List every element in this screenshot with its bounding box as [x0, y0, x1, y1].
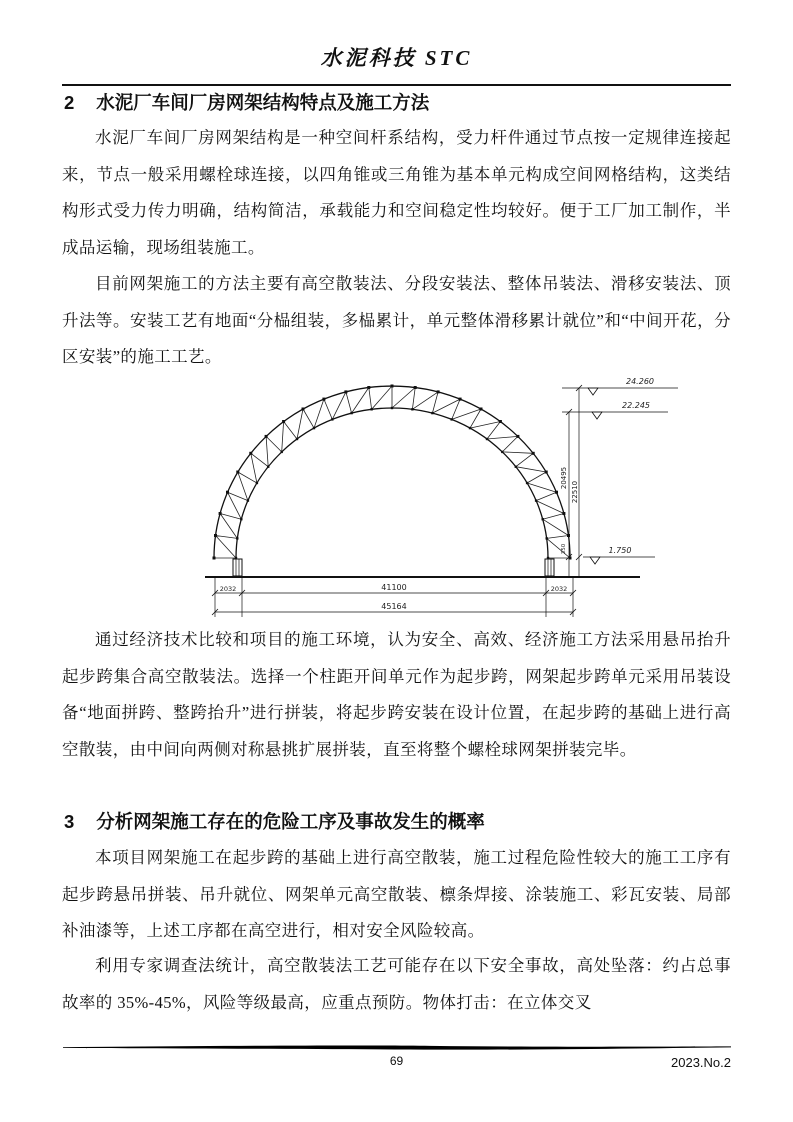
- issue-label: 2023.No.2: [671, 1055, 731, 1070]
- section-2-number: 2: [64, 92, 75, 113]
- page-number: 69: [389, 1054, 404, 1068]
- elevation-marker-top-icon: [588, 388, 598, 395]
- paragraph-accident-statistics: 利用专家调查法统计，高空散装法工艺可能存在以下安全事故，高处坠落：约占总事故率的 35%-45%，风险等级最高，应重点预防。物体打击：在立体交叉: [62, 956, 731, 1012]
- section-3-number: 3: [64, 811, 75, 832]
- height-dim-inner-label: 20495: [560, 466, 568, 490]
- paragraph-methods: 目前网架施工的方法主要有高空散装法、分段安装法、整体吊装法、滑移安装法、顶升法等。安装工艺有地面“分榀组装，多榀累计，单元整体滑移累计就位”和“中间开花，分区安装”的施工工艺。: [62, 274, 731, 367]
- left-support-column: [233, 559, 242, 576]
- right-support-column: [545, 559, 554, 576]
- arch-truss-figure: [170, 372, 740, 624]
- paragraph-risk-procedures: 本项目网架施工在起步跨的基础上进行高空散装，施工过程危险性较大的施工工序有起步跨悬吊拼装、吊升就位、网架单元高空散装、檩条焊接、涂装施工、彩瓦安装、局部补油漆等，上述工序都在高空进行，相对安全风险较高。: [62, 848, 731, 941]
- height-dim-outer-label: 22510: [571, 480, 579, 504]
- paragraph-method-selection: 通过经济技术比较和项目的施工环境，认为安全、高效、经济施工方法采用悬吊抬升起步跨集合高空散装法。选择一个柱距开间单元作为起步跨，网架起步跨单元采用吊装设备“地面拼跨、整跨抬升”进行拼装，将起步跨安装在设计位置，在起步跨的基础上进行高空散装，由中间向两侧对称悬挑扩展拼装，直至将整个螺栓球网架拼装完毕。: [62, 630, 731, 759]
- section-3-title: 分析网架施工存在的危险工序及事故发生的概率: [96, 811, 485, 832]
- journal-title: 水泥科技 STC: [320, 46, 473, 70]
- span-center-label: 41100: [381, 583, 407, 592]
- elevation-marker-base-icon: [590, 557, 600, 564]
- section-2-title: 水泥厂车间厂房网架结构特点及施工方法: [96, 92, 430, 113]
- span-total-label: 45164: [381, 602, 407, 611]
- arch-truss-drawing: [213, 385, 572, 560]
- section-2-heading: [64, 89, 731, 115]
- side-left-label: 2032: [219, 585, 237, 593]
- elevation-top-label: 24.260: [626, 377, 654, 386]
- header-rule: [62, 84, 731, 86]
- side-right-label: 2032: [550, 585, 568, 593]
- elevation-base-label: 1.750: [608, 546, 632, 555]
- section-3-heading: [64, 808, 731, 834]
- elevation-second-label: 22.245: [622, 401, 650, 410]
- base-offset-label: 350: [561, 543, 567, 555]
- elevation-marker-second-icon: [592, 412, 602, 419]
- paragraph-structure-intro: 水泥厂车间厂房网架结构是一种空间杆系结构，受力杆件通过节点按一定规律连接起来，节点一般采用螺栓球连接，以四角锥或三角锥为基本单元构成空间网格结构，这类结构形式受力传力明确，结构简洁，承载能力和空间稳定性均较好。便于工厂加工制作，半成品运输，现场组装施工。: [62, 128, 731, 257]
